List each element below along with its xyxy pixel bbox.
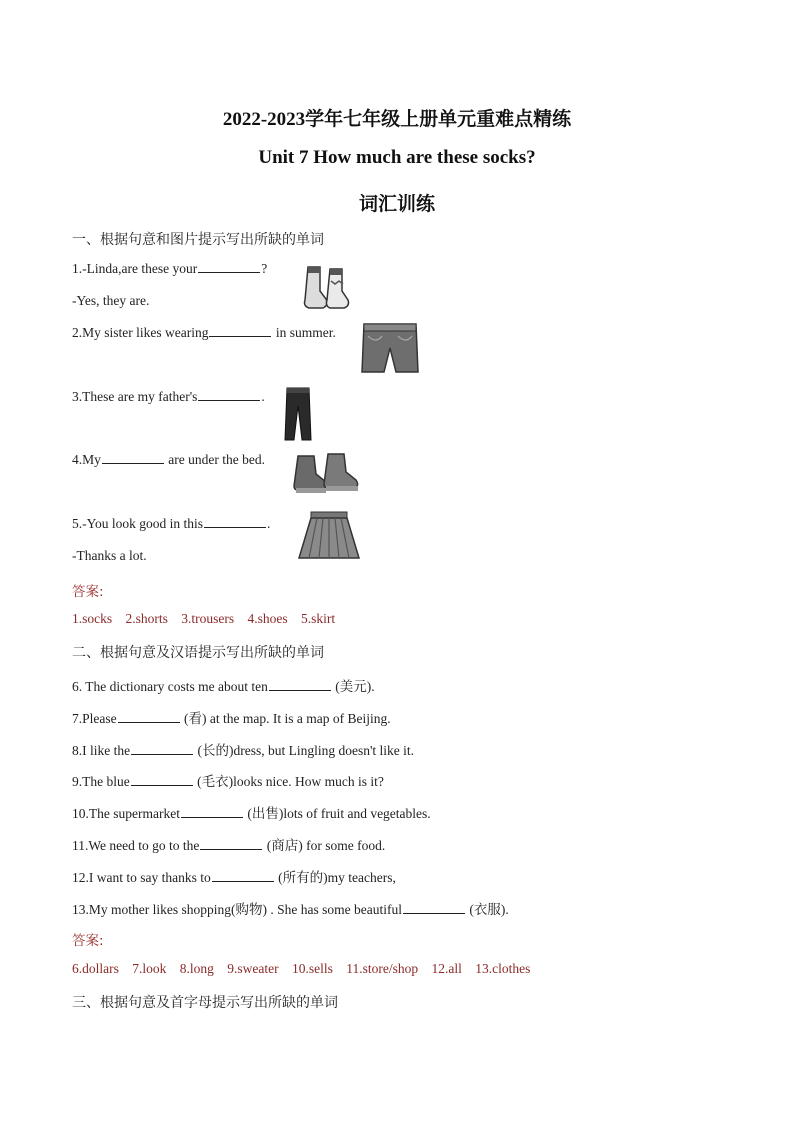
question-13: 13.My mother likes shopping(购物) . She has some beautiful (衣服). — [72, 902, 509, 917]
question-6: 6. The dictionary costs me about ten (美元). — [72, 679, 375, 694]
question-4: 4.My are under the bed. — [72, 452, 265, 467]
question-11: 11.We need to go to the (商店) for some food. — [72, 838, 386, 853]
answer-item: 7.look — [132, 961, 167, 976]
question-12: 12.I want to say thanks to (所有的)my teachers, — [72, 870, 396, 885]
skirt-image — [295, 508, 363, 564]
question-5-reply: -Thanks a lot. — [72, 548, 147, 563]
question-2: 2.My sister likes wearing in summer. — [72, 325, 336, 340]
answer-label: 答案: — [72, 584, 104, 600]
answer-blank[interactable] — [118, 712, 180, 723]
answer-item: 2.shorts — [125, 611, 168, 626]
answer-item: 10.sells — [292, 961, 333, 976]
section1-heading: 一、根据句意和图片提示写出所缺的单词 — [72, 232, 324, 248]
answer-item: 5.skirt — [301, 611, 336, 626]
section3-heading: 三、根据句意及首字母提示写出所缺的单词 — [72, 995, 338, 1011]
question-10: 10.The supermarket (出售)lots of fruit and vegetables. — [72, 806, 431, 821]
answer-blank[interactable] — [181, 807, 243, 818]
question-1: 1.-Linda,are these your ? — [72, 261, 268, 276]
answer-blank[interactable] — [269, 680, 331, 691]
document-title: 2022-2023学年七年级上册单元重难点精练 — [222, 109, 572, 130]
answer-item: 8.long — [179, 961, 214, 976]
question-9: 9.The blue (毛衣)looks nice. How much is it? — [72, 774, 384, 789]
answer-key — [72, 611, 345, 627]
answer-blank[interactable] — [131, 744, 193, 755]
answer-label: 答案: — [72, 933, 104, 949]
answer-item: 1.socks — [72, 611, 113, 626]
question-3: 3.These are my father's . — [72, 389, 265, 404]
answer-blank[interactable] — [198, 262, 260, 273]
answer-blank[interactable] — [102, 453, 164, 464]
answer-item: 12.all — [431, 961, 462, 976]
section-title: 词汇训练 — [358, 194, 435, 215]
answer-item: 6.dollars — [72, 961, 119, 976]
question-1-reply: -Yes, they are. — [72, 293, 150, 308]
answer-blank[interactable] — [198, 390, 260, 401]
answer-key — [72, 961, 540, 977]
answer-item: 11.store/shop — [346, 961, 419, 976]
answer-item: 4.shoes — [247, 611, 288, 626]
socks-image — [298, 263, 356, 315]
unit-title: Unit 7 How much are these socks? — [258, 147, 536, 168]
answer-blank[interactable] — [200, 839, 262, 850]
answer-item: 9.sweater — [227, 961, 279, 976]
shoes-image — [292, 450, 364, 498]
answer-blank[interactable] — [131, 775, 193, 786]
question-5: 5.-You look good in this . — [72, 516, 271, 531]
shorts-image — [360, 320, 420, 378]
answer-blank[interactable] — [204, 517, 266, 528]
section2-heading: 二、根据句意及汉语提示写出所缺的单词 — [72, 645, 324, 661]
question-7: 7.Please (看) at the map. It is a map of Beijing. — [72, 711, 391, 726]
trousers-image — [283, 386, 317, 444]
answer-item: 3.trousers — [181, 611, 235, 626]
question-8: 8.I like the (长的)dress, but Lingling doesn't like it. — [72, 743, 415, 758]
answer-blank[interactable] — [209, 326, 271, 337]
answer-blank[interactable] — [212, 871, 274, 882]
answer-item: 13.clothes — [475, 961, 531, 976]
answer-blank[interactable] — [403, 903, 465, 914]
